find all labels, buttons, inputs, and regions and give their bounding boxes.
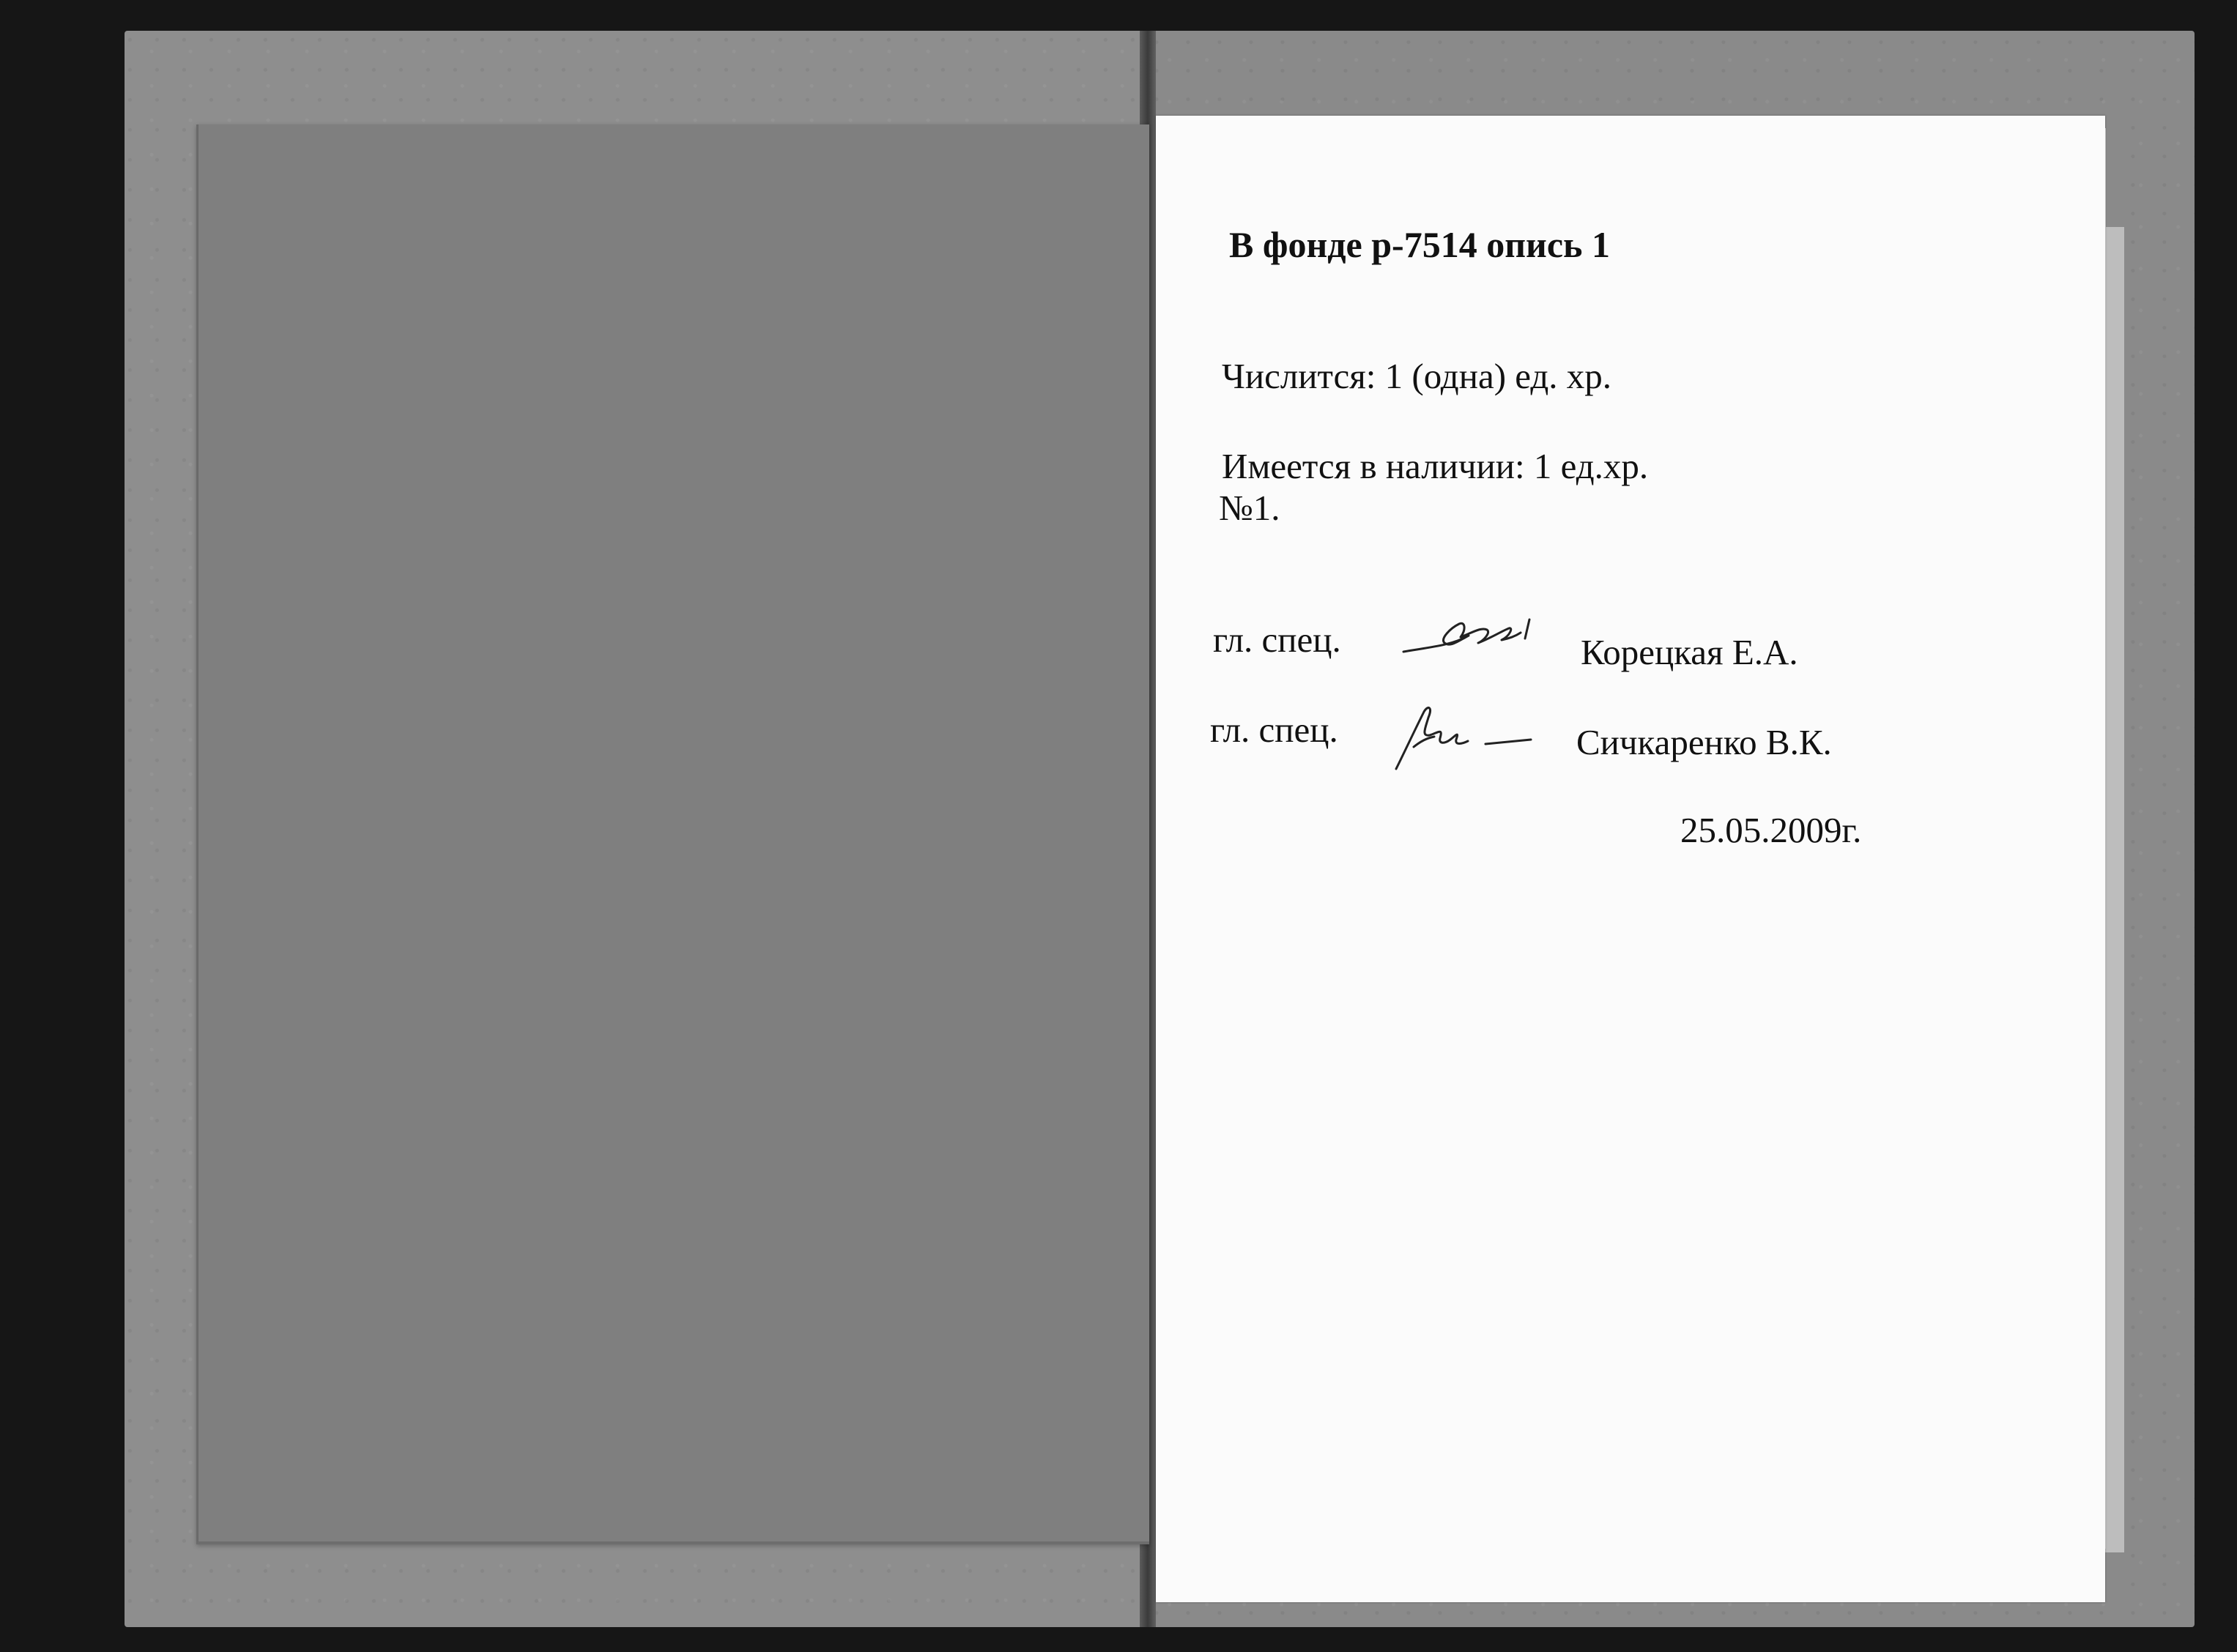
available-count: Имеется в наличии: 1 ед.хр. [1222,446,1649,486]
fund-heading: В фонде р-7514 опись 1 [1229,224,1610,265]
signatory-title-2: гл. спец. [1210,710,1338,750]
signatory-name-1: Корецкая Е.А. [1581,632,1798,672]
handwritten-signature-2 [1392,696,1538,776]
signatory-title-1: гл. спец. [1213,620,1341,660]
listed-count: Числится: 1 (одна) ед. хр. [1222,356,1612,396]
flyleaf-left-page [196,124,1149,1544]
document-date: 25.05.2009г. [1680,810,1862,850]
item-number: №1. [1219,488,1280,528]
handwritten-signature-1 [1399,614,1538,665]
signatory-name-2: Сичкаренко В.К. [1576,722,1832,762]
certification-sheet [1156,116,2105,1602]
